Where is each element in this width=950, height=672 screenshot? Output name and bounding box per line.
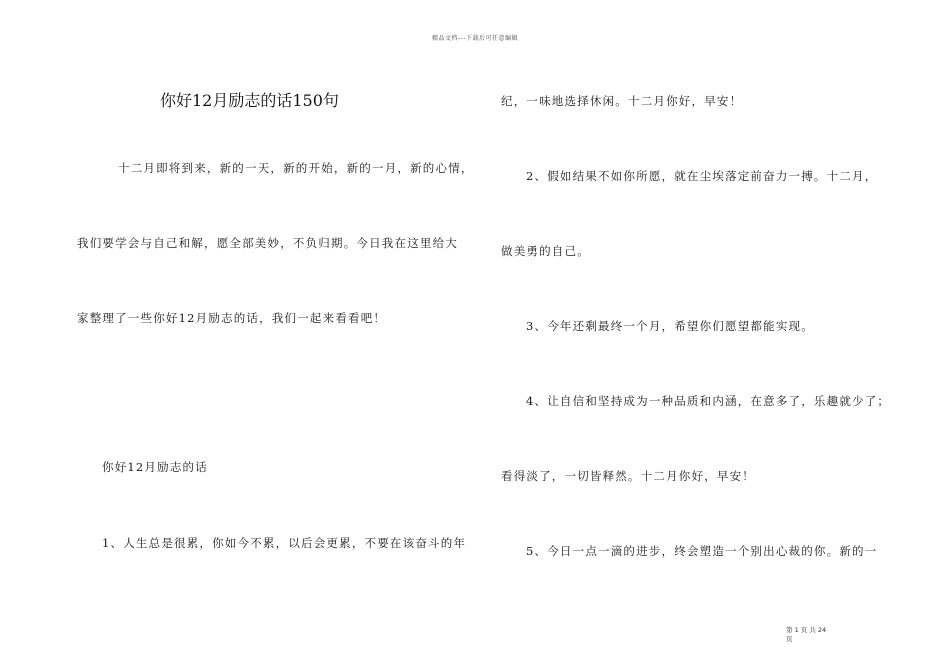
left-paragraph-line-3: 家整理了一些你好12月励志的话，我们一起来看看吧！ bbox=[77, 311, 387, 325]
right-item-line-1: 纪，一味地选择休闲。十二月你好，早安！ bbox=[501, 94, 743, 108]
document-header-note: 精品文档---下载后可任意编辑 bbox=[432, 35, 518, 42]
page-number bbox=[786, 626, 846, 644]
right-item-line-7: 5、今日一点一滴的进步，终会塑造一个别出心裁的你。新的一 bbox=[526, 544, 878, 558]
right-item-line-4: 3、今年还剩最终一个月，希望你们愿望都能实现。 bbox=[526, 319, 814, 333]
right-item-line-3: 做美勇的自己。 bbox=[501, 244, 590, 258]
left-paragraph-line-2: 我们要学会与自己和解，愿全部美妙，不负归期。今日我在这里给大 bbox=[77, 236, 458, 250]
page-number-line-1: 第 1 页 共 24 bbox=[786, 626, 827, 634]
right-item-line-2: 2、假如结果不如你所愿，就在尘埃落定前奋力一搏。十二月， bbox=[526, 169, 878, 183]
document-title: 你好12月励志的话150句 bbox=[160, 91, 339, 110]
page-number-line-2: 页 bbox=[786, 635, 793, 643]
left-paragraph-line-1: 十二月即将到来，新的一天，新的开始，新的一月，新的心情， bbox=[118, 161, 474, 175]
right-item-line-6: 看得淡了，一切皆释然。十二月你好，早安！ bbox=[501, 469, 755, 483]
section-heading: 你好12月励志的话 bbox=[102, 460, 208, 474]
right-item-line-5: 4、让自信和坚持成为一种品质和内涵，在意多了，乐趣就少了； bbox=[526, 394, 891, 408]
left-item-line-1: 1、人生总是很累，你如今不累，以后会更累，不要在该奋斗的年 bbox=[102, 536, 467, 550]
